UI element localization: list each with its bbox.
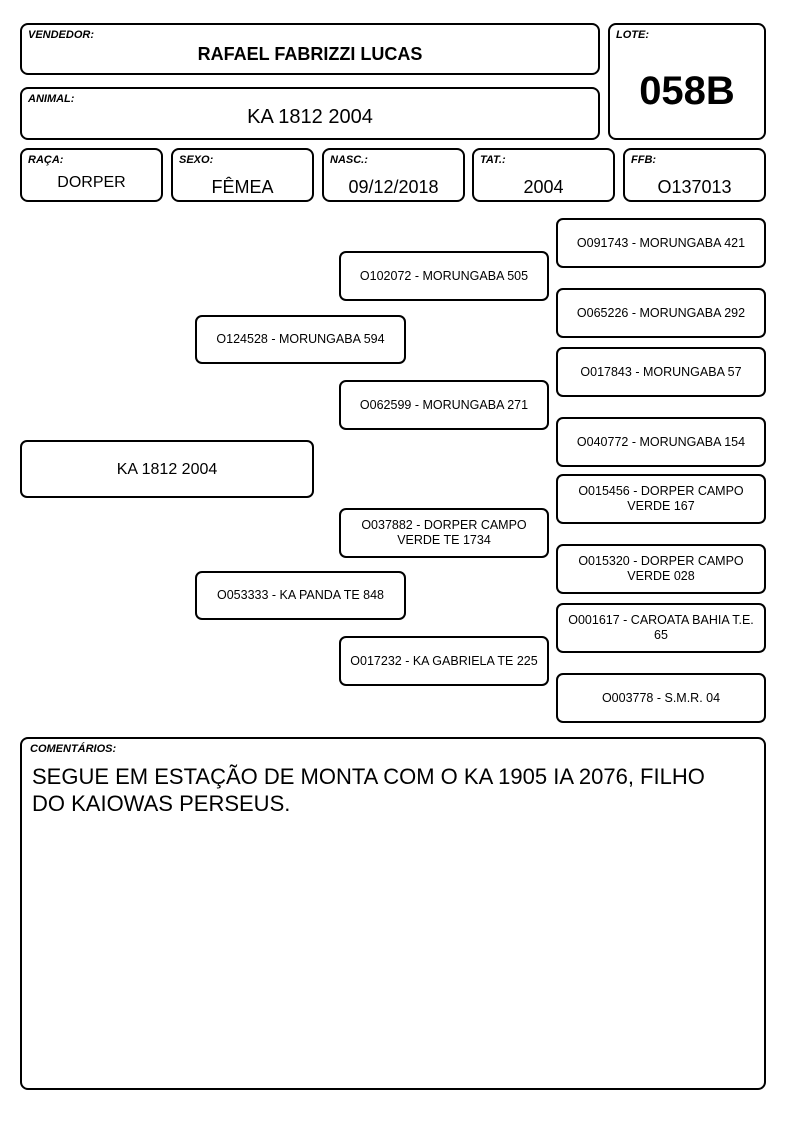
lote-value: 058B [639, 69, 735, 113]
nasc-box [322, 148, 465, 202]
animal-label: ANIMAL: [28, 93, 75, 105]
pedigree-animal: KA 1812 2004 [20, 440, 314, 498]
pedigree-dam: O053333 - KA PANDA TE 848 [195, 571, 406, 620]
pedigree-ggp: O091743 - MORUNGABA 421 [556, 218, 766, 268]
tat-value: 2004 [523, 177, 564, 197]
animal-value: KA 1812 2004 [247, 106, 373, 128]
pedigree-dam-sire: O037882 - DORPER CAMPO VERDE TE 1734 [339, 508, 549, 558]
vendedor-label: VENDEDOR: [28, 29, 95, 41]
animal-box [20, 87, 600, 140]
nasc-label: NASC.: [330, 154, 368, 166]
sexo-label: SEXO: [179, 154, 214, 166]
pedigree-ggp: O040772 - MORUNGABA 154 [556, 417, 766, 467]
ffb-value: O137013 [657, 177, 732, 197]
comments-box [20, 737, 766, 1090]
raca-label: RAÇA: [28, 154, 64, 166]
ffb-label: FFB: [631, 154, 657, 166]
sexo-box [171, 148, 314, 202]
comments-text: SEGUE EM ESTAÇÃO DE MONTA COM O KA 1905 IA 2076, FILHO DO KAIOWAS PERSEUS. [32, 764, 705, 816]
raca-box [20, 148, 163, 202]
lote-label: LOTE: [616, 29, 649, 41]
pedigree-ggp: O065226 - MORUNGABA 292 [556, 288, 766, 338]
tat-box [472, 148, 615, 202]
pedigree-dam-dam: O017232 - KA GABRIELA TE 225 [339, 636, 549, 686]
pedigree-sire: O124528 - MORUNGABA 594 [195, 315, 406, 364]
pedigree-sire-sire: O102072 - MORUNGABA 505 [339, 251, 549, 301]
sexo-value: FÊMEA [211, 177, 274, 197]
pedigree-ggp: O015320 - DORPER CAMPO VERDE 028 [556, 544, 766, 594]
ffb-box [623, 148, 766, 202]
raca-value: DORPER [57, 174, 126, 191]
pedigree-ggp: O003778 - S.M.R. 04 [556, 673, 766, 723]
pedigree-ggp: O017843 - MORUNGABA 57 [556, 347, 766, 397]
pedigree-ggp: O001617 - CAROATA BAHIA T.E. 65 [556, 603, 766, 653]
pedigree-ggp: O015456 - DORPER CAMPO VERDE 167 [556, 474, 766, 524]
nasc-value: 09/12/2018 [348, 177, 439, 197]
lote-box [608, 23, 766, 140]
pedigree-sire-dam: O062599 - MORUNGABA 271 [339, 380, 549, 430]
comments-label: COMENTÁRIOS: [30, 743, 117, 755]
vendedor-box [20, 23, 600, 75]
tat-label: TAT.: [480, 154, 506, 166]
vendedor-value: RAFAEL FABRIZZI LUCAS [197, 44, 423, 64]
